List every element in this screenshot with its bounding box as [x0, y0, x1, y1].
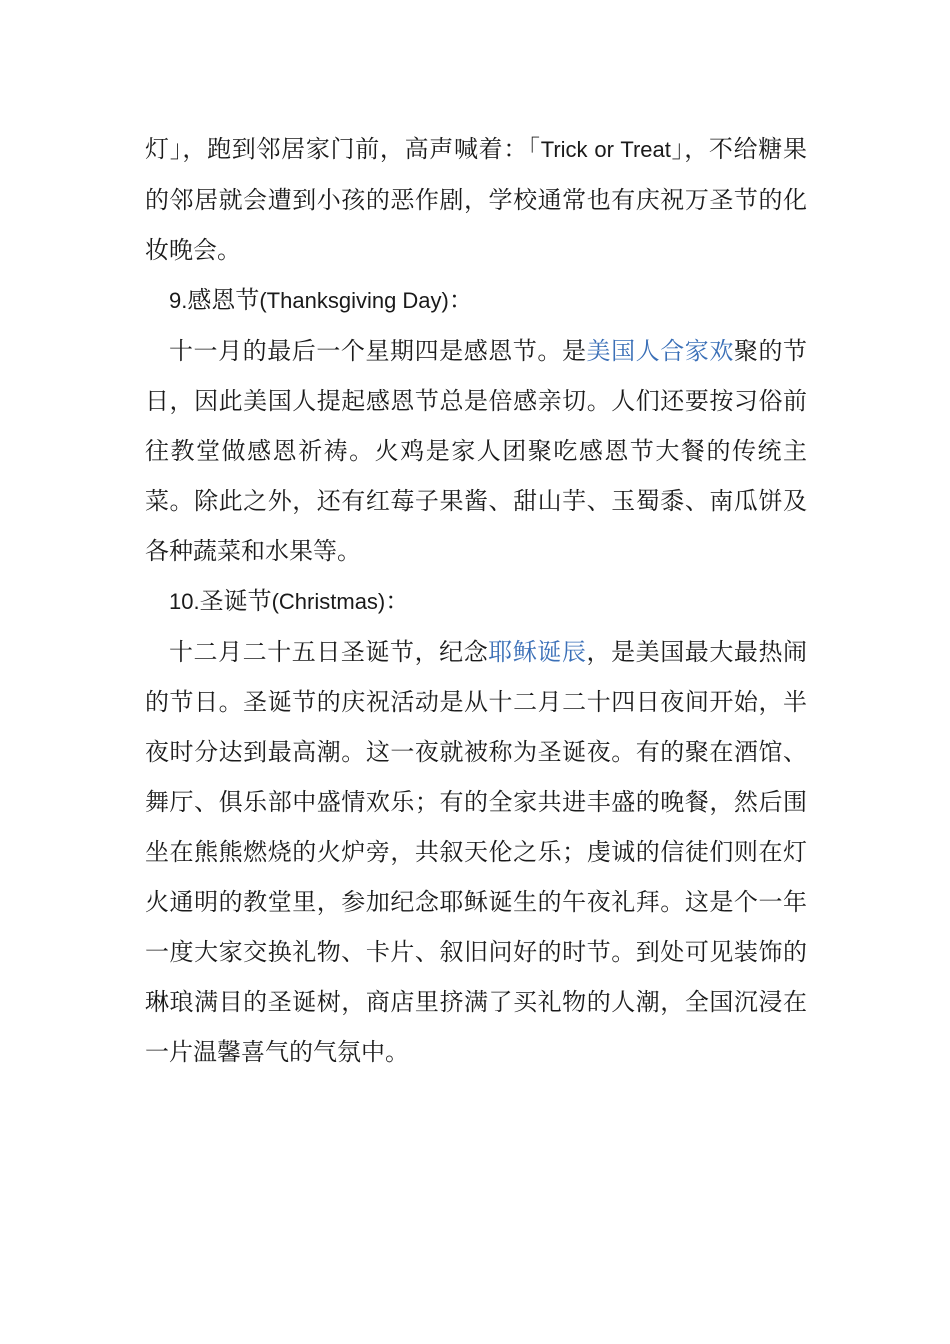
christmas-paragraph	[145, 627, 807, 1077]
thanksgiving-text-part1: 十一月的最后一个星期四是感恩节。是	[169, 337, 587, 365]
thanksgiving-paragraph	[145, 326, 807, 576]
halloween-text-part1: 灯」，跑到邻居家门前，高声喊着：「	[145, 135, 541, 163]
thanksgiving-text-part2: 聚的节日，因此美国人提起感恩节总是倍感亲切。人们还要按习俗前往教堂做感恩祈祷。火鸡是家人团聚吃感恩节大餐的传统主菜。除此之外，还有红莓子果酱、甜山芋、玉蜀黍、南瓜饼及各种蔬菜和水果等。	[145, 337, 808, 565]
christmas-heading	[145, 576, 807, 627]
halloween-paragraph-continued	[145, 124, 807, 275]
thanksgiving-name: 感恩节	[187, 286, 260, 314]
halloween-text-part2: 」，不给糖果的邻居就会遭到小孩的恶作剧，学校通常也有庆祝万圣节的化妆晚会。	[145, 135, 807, 264]
christmas-number: 10.	[169, 589, 200, 614]
thanksgiving-heading	[145, 275, 807, 326]
thanksgiving-english-name: (Thanksgiving Day)	[259, 288, 449, 313]
christmas-name: 圣诞节	[199, 587, 272, 615]
thanksgiving-number: 9.	[169, 288, 188, 313]
family-reunion-link[interactable]: 美国人合家欢	[586, 337, 734, 365]
trick-or-treat-text: Trick or Treat	[540, 137, 671, 162]
christmas-english-name: (Christmas)	[271, 589, 386, 614]
birth-of-jesus-link[interactable]: 耶稣诞辰	[488, 638, 587, 666]
christmas-colon: ：	[385, 587, 410, 615]
christmas-text-part1: 十二月二十五日圣诞节，纪念	[169, 638, 489, 666]
christmas-text-part2: ，是美国最大最热闹的节日。圣诞节的庆祝活动是从十二月二十四日夜间开始，半夜时分达到最高潮。这一夜就被称为圣诞夜。有的聚在酒馆、舞厅、俱乐部中盛情欢乐；有的全家共进丰盛的晚餐，然后围坐在熊熊燃烧的火炉旁，共叙天伦之乐；虔诚的信徒们则在灯火通明的教堂里，参加纪念耶稣诞生的午夜礼拜。这是个一年一度大家交换礼物、卡片、叙旧问好的时节。到处可见装饰的琳琅满目的圣诞树，商店里挤满了买礼物的人潮，全国沉浸在一片温馨喜气的气氛中。	[145, 638, 808, 1066]
document-body	[145, 124, 807, 1077]
thanksgiving-colon: ：	[448, 286, 473, 314]
